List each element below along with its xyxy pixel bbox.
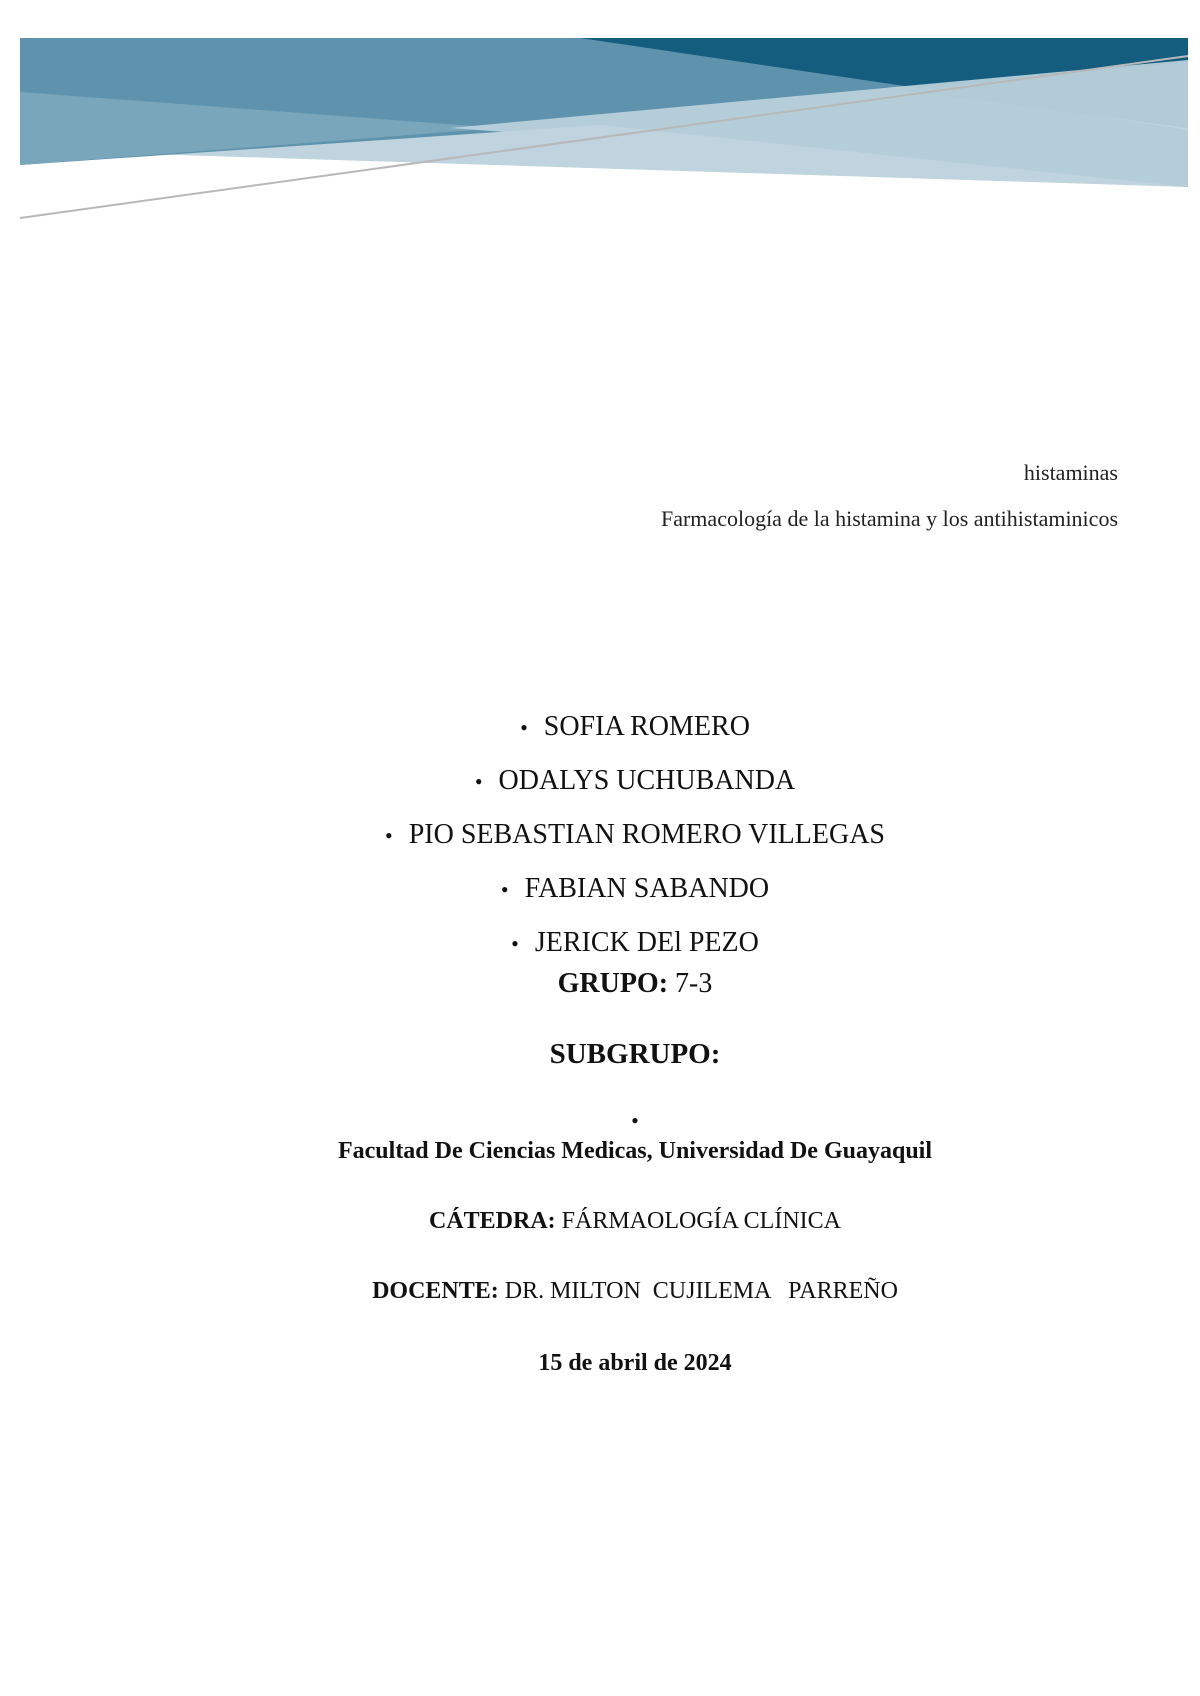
subgrupo-label: SUBGRUPO: (549, 1038, 721, 1070)
facultad-line: Facultad De Ciencias Medicas, Universidad De Guayaquil (337, 1138, 932, 1164)
author-item (0, 754, 1200, 808)
catedra-line (0, 1208, 1200, 1235)
catedra-label: CÁTEDRA: (428, 1208, 556, 1234)
grupo-value: 7-3 (668, 968, 713, 999)
grupo-line (0, 968, 1200, 1000)
grupo-label: GRUPO: (557, 968, 669, 999)
subgrupo-line (0, 1038, 1200, 1071)
date-line: 15 de abril de 2024 (538, 1350, 732, 1376)
bullet-icon: • (500, 877, 509, 902)
bullet-icon: • (511, 931, 519, 956)
author-name: ODALYS UCHUBANDA (498, 765, 796, 796)
docente-label: DOCENTE: (372, 1278, 499, 1304)
empty-bullet (0, 1110, 1200, 1132)
author-name: PIO SEBASTIAN ROMERO VILLEGAS (408, 819, 885, 850)
docente-line (0, 1278, 1200, 1305)
author-name: JERICK DEl PEZO (534, 927, 759, 958)
header-block (661, 460, 1118, 533)
author-item (0, 862, 1200, 916)
bullet-icon: • (631, 1108, 639, 1133)
author-item (0, 916, 1200, 970)
docente-value: DR. MILTON CUJILEMA PARREÑO (498, 1278, 898, 1304)
catedra-value: FÁRMAOLOGÍA CLÍNICA (555, 1208, 841, 1234)
bullet-icon: • (520, 715, 528, 740)
authors-list (0, 700, 1200, 970)
header-banner-graphic (0, 0, 1200, 240)
author-name: FABIAN SABANDO (524, 873, 770, 904)
document-title: histaminas (1023, 460, 1118, 485)
bullet-icon: • (474, 769, 483, 794)
document-subtitle: Farmacología de la histamina y los antihistaminicos (660, 506, 1118, 532)
author-item (0, 808, 1200, 862)
bullet-icon: • (385, 823, 393, 848)
author-name: SOFIA ROMERO (543, 711, 750, 742)
author-item (0, 700, 1200, 754)
